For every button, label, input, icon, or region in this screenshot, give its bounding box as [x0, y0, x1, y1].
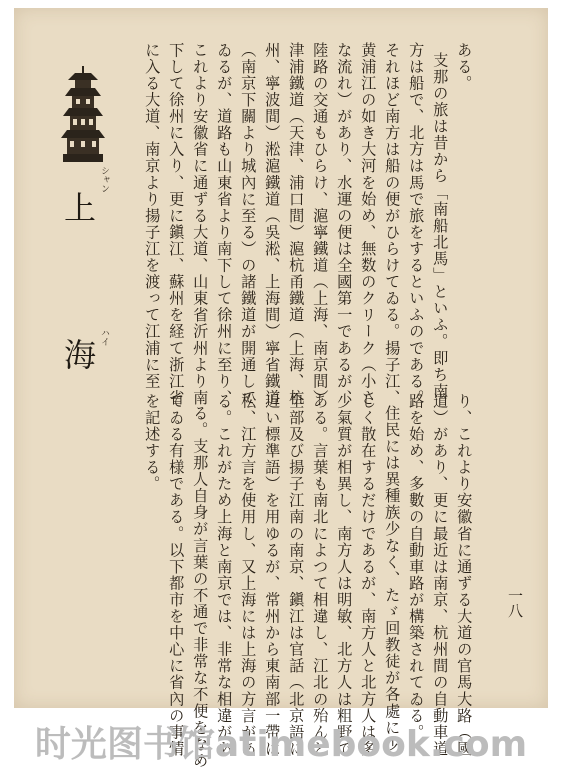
page-number: 一八 [506, 588, 524, 618]
text-column: 住民には異種族少なく、たゞ回教徒が各處に少 [383, 405, 402, 753]
text-column: 道）があり、更に最近は南京、杭州間の自動車道 [431, 393, 450, 758]
text-column: （南京下關より城內に至る）の諸鐵道が開通して [239, 42, 258, 407]
text-column: 方は船で、北方は馬で旅をするといふのである。 [407, 42, 426, 407]
text-column: 全部及び揚子江南の南京、鎭江は官話（北京語に [287, 393, 306, 758]
text-column: 陸路の交通もひらけ、滬寧鐵道（上海、南京間） [311, 42, 330, 407]
text-column: 州、寧波間）淞滬鐵道（吳淞、上海間）寧省鐵道 [263, 42, 282, 407]
text-column: ゐるが、道路も山東省より南下して徐州に至り、 [215, 42, 234, 407]
text-column: ある。言葉も南北によつて相違し、江北の殆んど [311, 393, 330, 758]
text-column: 近い標準語）を用ゆるが、常州から東南部一帶は [263, 393, 282, 758]
text-column: 津浦鐵道（天津、浦口間）滬杭甬鐵道（上海、杭 [287, 42, 306, 407]
text-column: ある。 [455, 42, 474, 92]
text-column: な流れ）があり、水運の便は全國第一であるが、 [335, 42, 354, 407]
title-ruby-1: シャン [99, 166, 109, 193]
text-column: それほど南方は船の便がひらけてゐる。揚子江、 [383, 42, 402, 407]
text-column: これより安徽省に通ずる大道、山東省沂州より南 [191, 42, 210, 407]
text-column: る。これがため上海と南京では、非常な相違があ [215, 393, 234, 758]
text-column: 黄浦江の如き大河を始め、無数のクリーク（小さ [359, 42, 378, 407]
text-column: 支那の旅は昔から「南船北馬」といふ。即ち南 [431, 52, 450, 400]
text-column: 路を始め、多數の自動車路が構築されてゐる。 [407, 393, 426, 741]
text-column: に入る大道、南京より揚子江を渡って江浦に至 [143, 42, 162, 390]
text-column: 松、江方言を使用し、又上海には上海の方言があ [239, 393, 258, 758]
text-column: る。支那人自身が言葉の不通で非常な不便をなめ [191, 405, 210, 769]
title-char-1: 上 [64, 189, 97, 227]
pagoda-tower-illustration [58, 66, 108, 164]
text-column: を記述する。 [143, 393, 162, 493]
text-column: り、これより安徽省に通ずる大道の官馬大路（國 [455, 393, 474, 758]
text-column: しく散在するだけであるが、南方人と北方人は多 [359, 393, 378, 758]
site-watermark: 时光图书馆atimebook.com [34, 723, 528, 765]
text-column: 少氣質が相異し、南方人は明敏、北方人は粗野で [335, 393, 354, 758]
title-char-2: 海 [64, 336, 97, 374]
text-column: てゐる有様である。以下都市を中心に省內の事情 [167, 393, 186, 758]
title-ruby-2: ハイ [99, 328, 109, 346]
text-column: 下して徐州に入り、更に鎭江、蘇州を経て浙江省 [167, 42, 186, 407]
